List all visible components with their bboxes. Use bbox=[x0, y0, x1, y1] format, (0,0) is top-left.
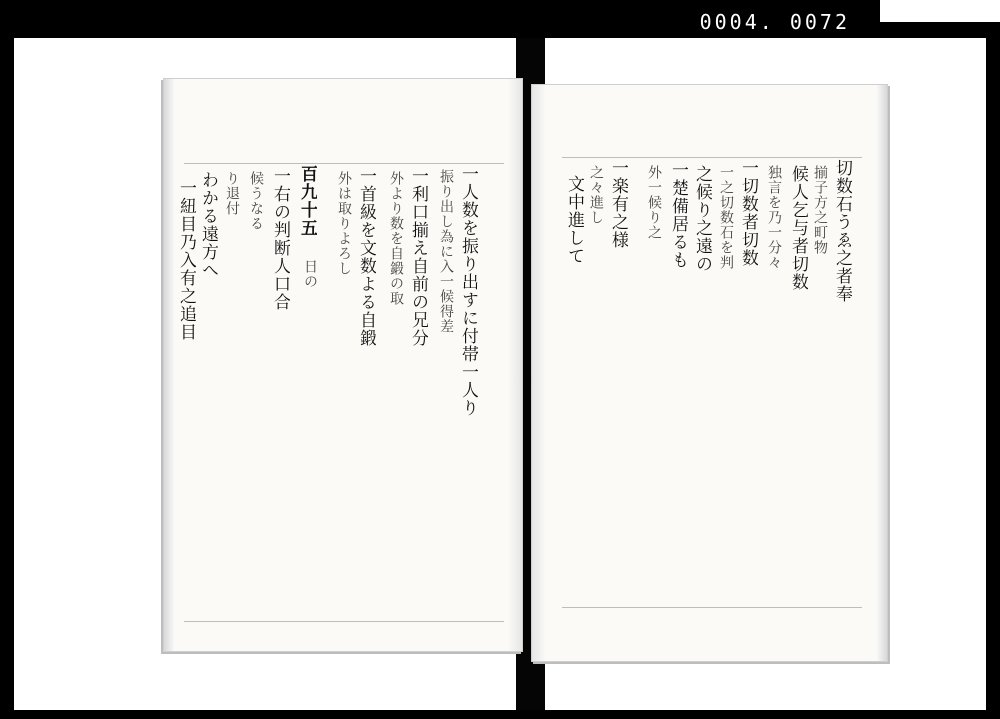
left-col-7: 日の bbox=[302, 259, 318, 289]
right-col-12: 文中進して bbox=[564, 175, 584, 265]
left-col-9: 候うなる bbox=[248, 171, 264, 231]
right-col-5: 一切数者切数 bbox=[738, 159, 758, 267]
left-col-11: わかる遠方へ bbox=[198, 171, 218, 279]
microfilm-frame-number: 0004. 0072 bbox=[699, 10, 850, 34]
right-page-fold-shadow bbox=[877, 85, 887, 661]
left-col-4: 外より数を自鍛の取 bbox=[388, 171, 404, 306]
left-col-1: 一人数を振り出すに付帯一人り bbox=[458, 165, 478, 417]
right-col-8: 一楚備居るも bbox=[668, 161, 688, 269]
right-page-binding-edge bbox=[532, 85, 546, 661]
left-col-2: 振り出し為に入一候得差 bbox=[438, 169, 454, 334]
right-col-4: 独言を乃一分々 bbox=[766, 165, 782, 270]
left-page-top-rule bbox=[184, 163, 504, 164]
left-col-5: 一首級を文数よる自鍛 bbox=[356, 167, 376, 347]
left-page-number: 百九十五 bbox=[297, 165, 317, 237]
left-col-12: 一紐目乃入有之追目 bbox=[176, 179, 196, 341]
left-page-bottom-rule bbox=[184, 621, 504, 622]
right-page-top-rule bbox=[562, 157, 862, 158]
right-col-7: 之候り之遠の bbox=[692, 165, 712, 273]
left-page bbox=[163, 78, 523, 652]
corner-patch bbox=[880, 0, 1000, 22]
right-page-bottom-rule bbox=[562, 607, 862, 608]
left-col-3: 一利口揃え自前の兄分 bbox=[408, 167, 428, 347]
right-col-11: 之々進し bbox=[588, 165, 604, 225]
left-page-binding-edge bbox=[508, 79, 522, 651]
right-col-6: 一之切数石を判 bbox=[718, 165, 734, 270]
left-col-10: り退付 bbox=[224, 171, 240, 216]
left-col-6: 外は取りよろし bbox=[336, 171, 352, 276]
right-col-9: 外一候り之 bbox=[646, 165, 662, 240]
right-col-2: 揃子方之町物 bbox=[812, 165, 828, 255]
right-page bbox=[531, 84, 888, 662]
right-col-10: 一楽有之様 bbox=[608, 159, 628, 249]
left-col-8: 一右の判断人口合 bbox=[270, 167, 290, 311]
left-page-fold-shadow bbox=[164, 79, 174, 651]
right-col-1: 切数石うゑ之者奉 bbox=[832, 159, 852, 303]
right-col-3: 候人乞与者切数 bbox=[788, 165, 808, 291]
